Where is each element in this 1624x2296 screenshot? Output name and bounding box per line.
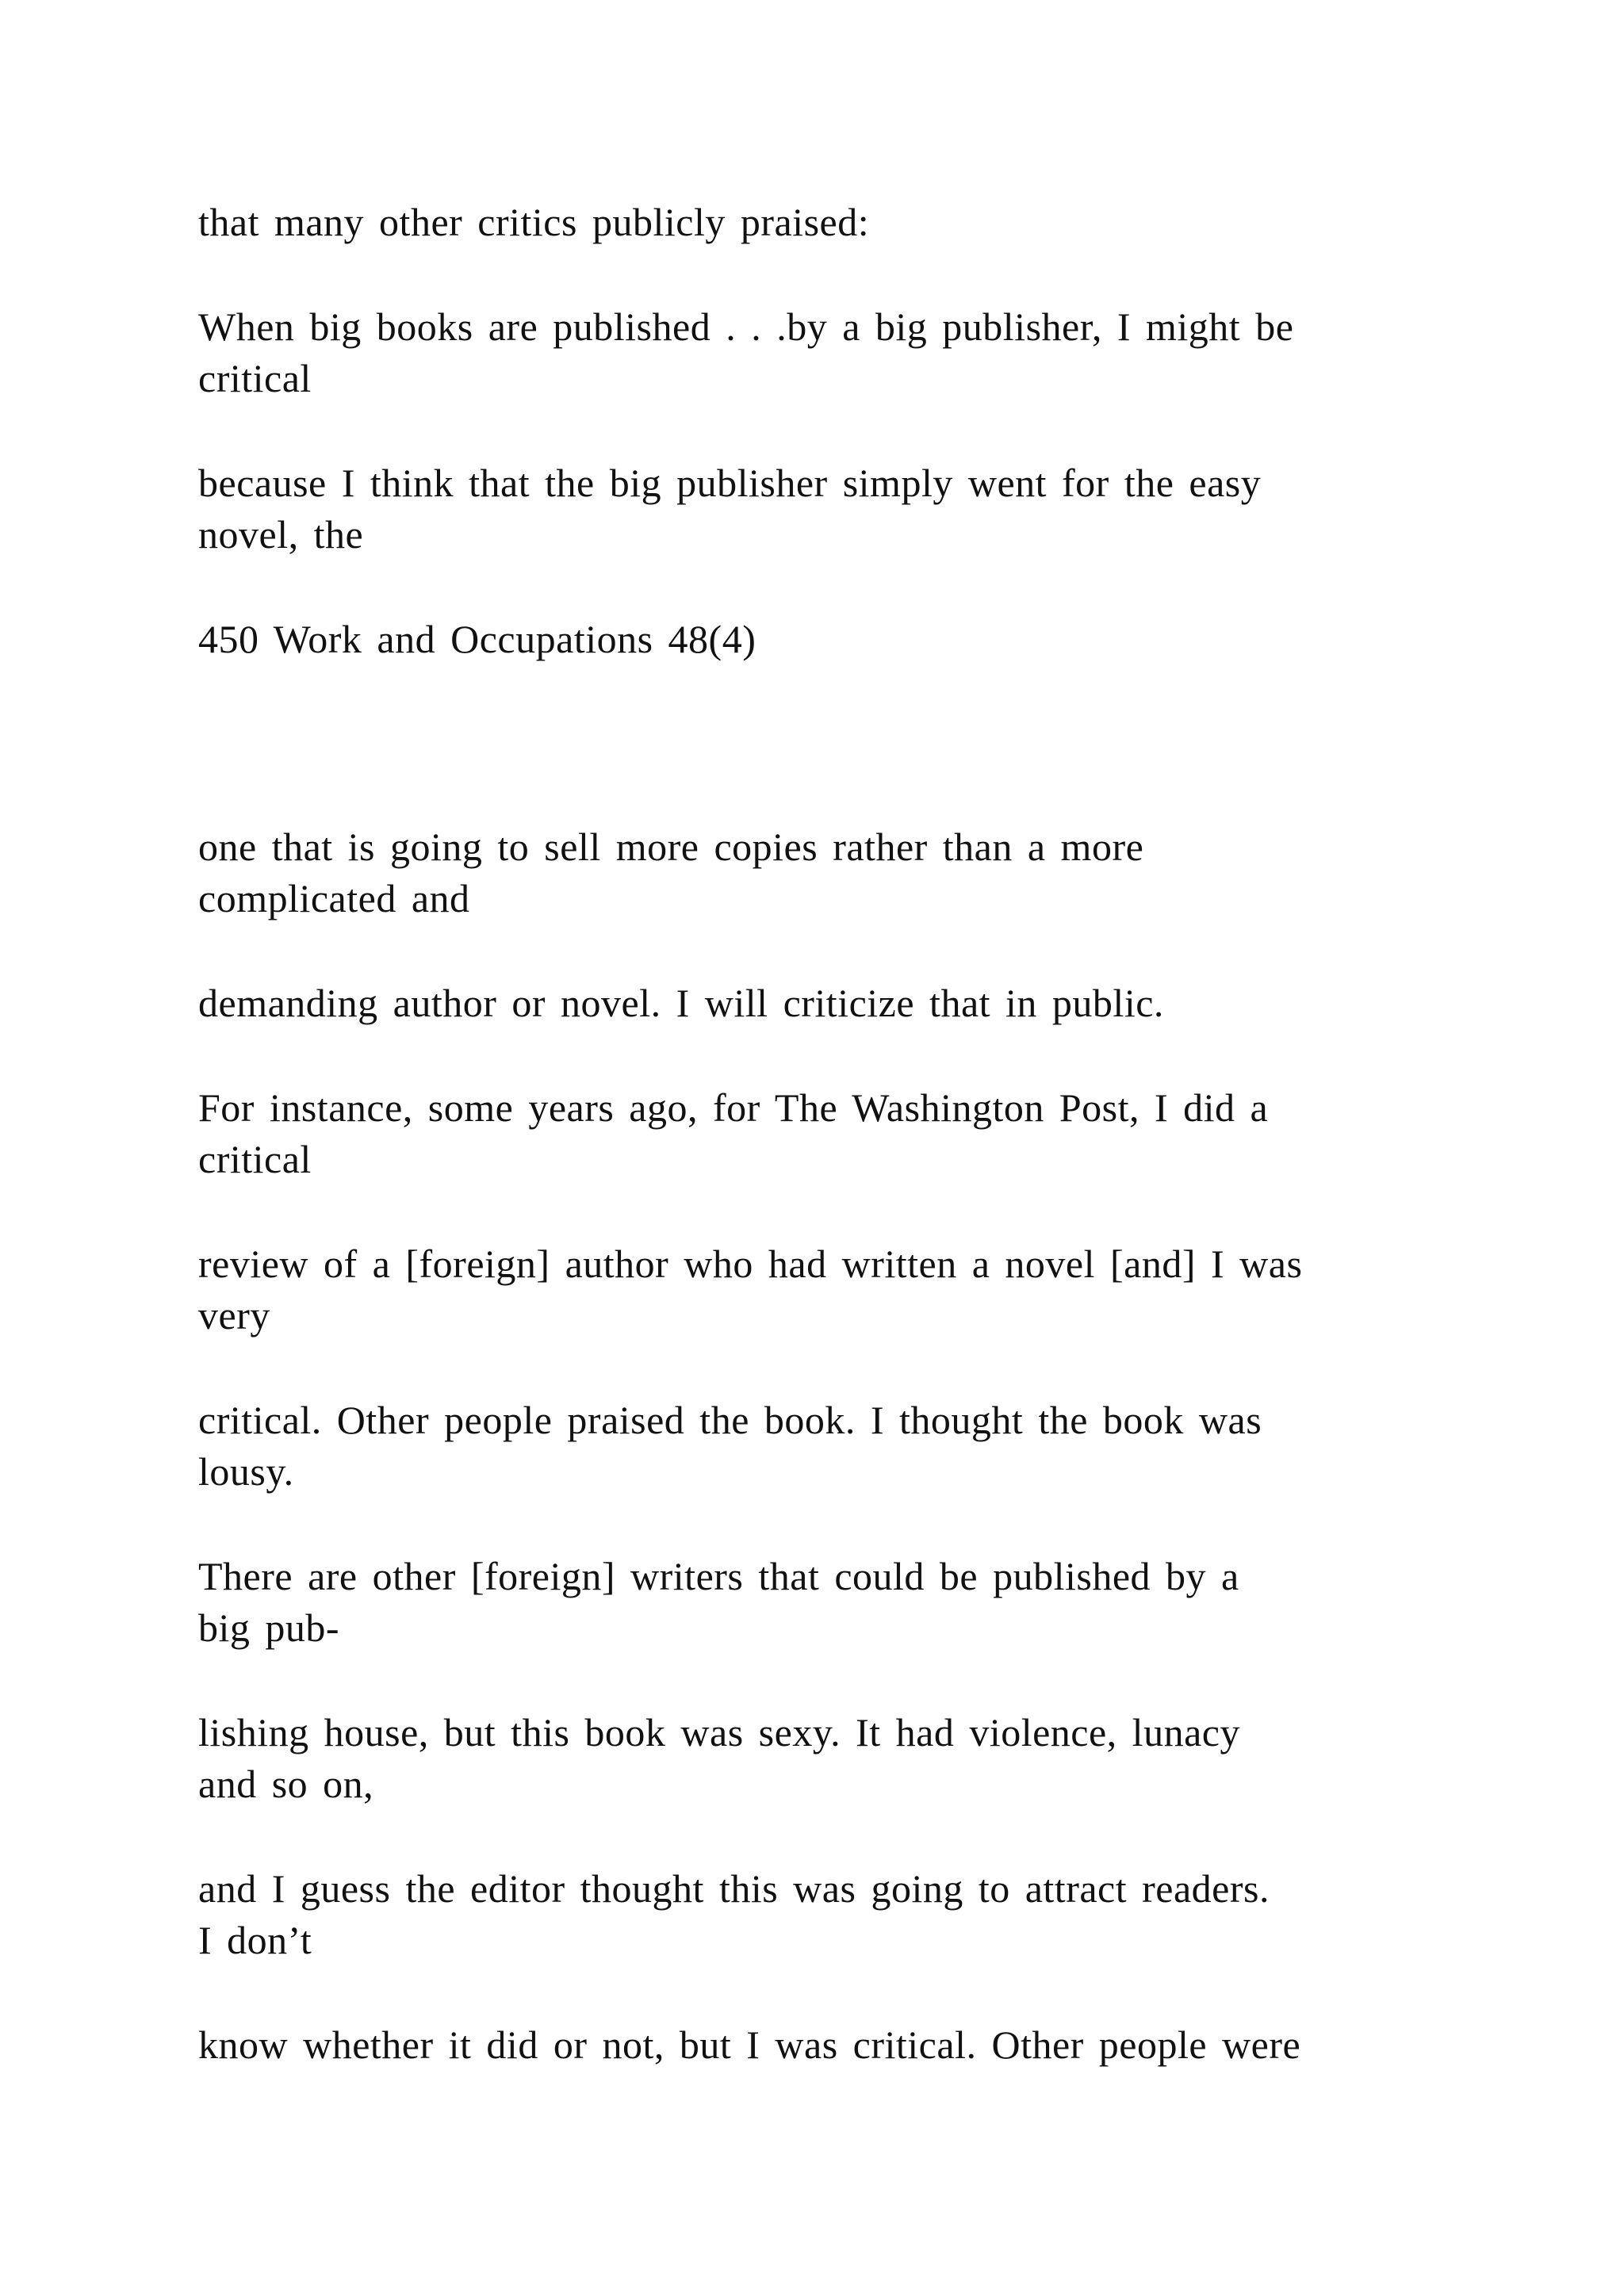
text-line: complicated and bbox=[198, 876, 470, 920]
running-header: 450 Work and Occupations 48(4) bbox=[198, 617, 756, 661]
text-line: big pub- bbox=[198, 1605, 340, 1650]
text-line: lishing house, but this book was sexy. It had violence, lunacy bbox=[198, 1710, 1240, 1755]
text-line: There are other [foreign] writers that could be published by a bbox=[198, 1554, 1239, 1598]
text-line: critical bbox=[198, 1137, 312, 1181]
text-line: very bbox=[198, 1293, 270, 1337]
text-line: know whether it did or not, but I was critical. Other people were bbox=[198, 2022, 1301, 2067]
text-line: lousy. bbox=[198, 1449, 294, 1494]
text-line: because I think that the big publisher simply went for the easy bbox=[198, 461, 1262, 505]
text-line: critical bbox=[198, 356, 312, 400]
text-line: and I guess the editor thought this was going to attract readers. bbox=[198, 1866, 1270, 1911]
text-line: When big books are published . . .by a big publisher, I might be bbox=[198, 304, 1294, 349]
text-line: and so on, bbox=[198, 1762, 374, 1806]
text-line: For instance, some years ago, for The Washington Post, I did a bbox=[198, 1085, 1269, 1130]
text-line: review of a [foreign] author who had written a novel [and] I was bbox=[198, 1242, 1303, 1286]
text-line: demanding author or novel. I will criticize that in public. bbox=[198, 981, 1164, 1025]
text-line: critical. Other people praised the book. I thought the book was bbox=[198, 1398, 1262, 1442]
text-line: one that is going to sell more copies rather than a more bbox=[198, 825, 1144, 869]
text-line: that many other critics publicly praised: bbox=[198, 200, 870, 244]
text-line: novel, the bbox=[198, 512, 364, 557]
text-line: I don’t bbox=[198, 1918, 312, 1962]
